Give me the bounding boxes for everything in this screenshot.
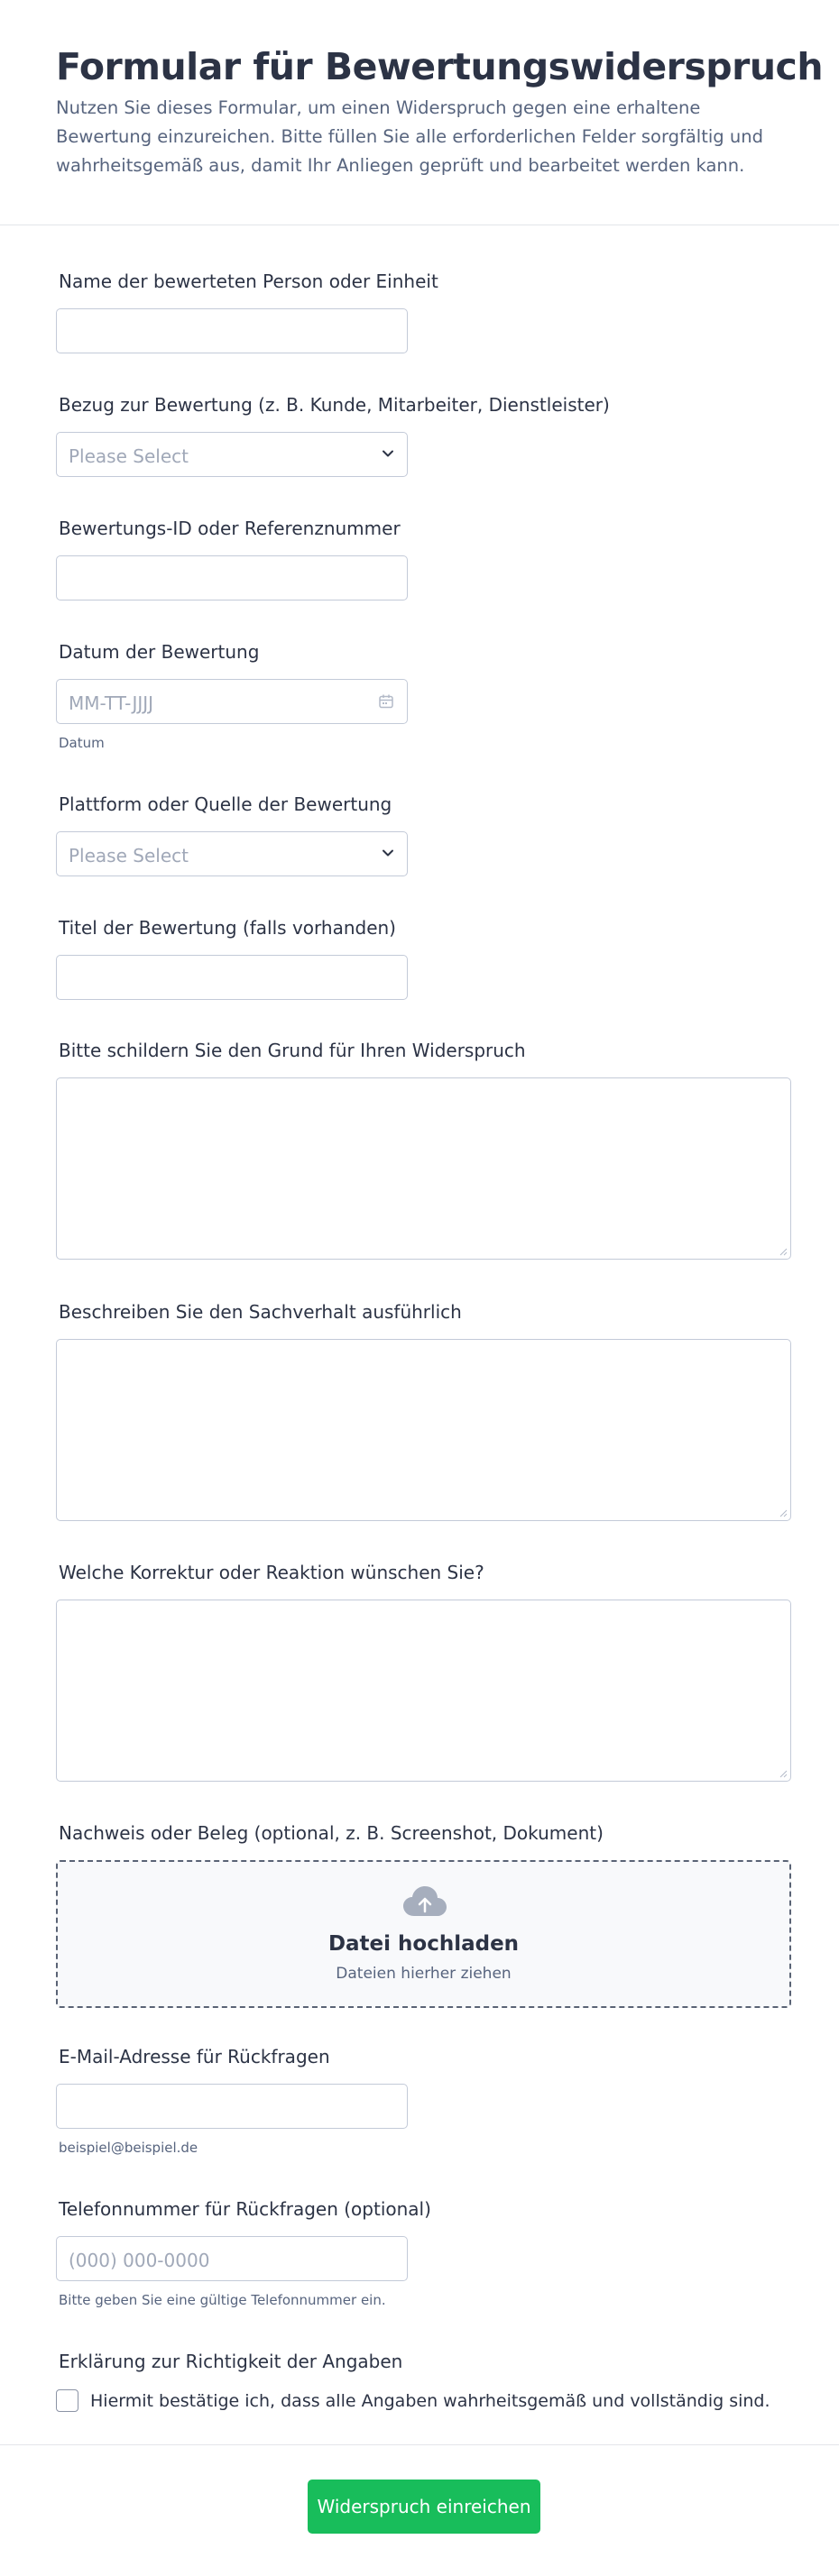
form-description: Nutzen Sie dieses Formular, um einen Widerspruch gegen eine erhaltene Bewertung einzureichen. Bitte füllen Sie alle erforderlichen Felder sorgfältig und wahrheitsgemäß aus, damit Ihr Anliegen geprüft und bearbeitet werden kann. (56, 97, 763, 176)
declaration-checkbox[interactable] (56, 2389, 78, 2412)
field-label: E-Mail-Adresse für Rückfragen (59, 2046, 330, 2067)
phone-input[interactable] (56, 2236, 408, 2281)
email-sublabel: beispiel@beispiel.de (59, 2140, 198, 2156)
field-facts (56, 1301, 796, 1323)
field-label: Plattform oder Quelle der Bewertung (59, 793, 392, 815)
form-title: Formular für Bewertungswiderspruch (56, 45, 824, 88)
email-input[interactable] (56, 2084, 408, 2129)
resize-grip-icon[interactable] (779, 1769, 788, 1778)
field-date (56, 641, 796, 751)
field-relation (56, 394, 796, 467)
field-review-id (56, 518, 796, 539)
cloud-upload-icon (401, 1884, 448, 1920)
field-label: Welche Korrektur oder Reaktion wünschen Sie? (59, 1562, 484, 1583)
upload-title: Datei hochladen (327, 1932, 520, 1956)
reason-textarea[interactable] (56, 1077, 791, 1260)
phone-sublabel: Bitte geben Sie eine gültige Telefonnummer ein. (59, 2292, 386, 2308)
field-platform (56, 793, 796, 866)
footer-divider (0, 2444, 839, 2445)
resize-grip-icon[interactable] (779, 1247, 788, 1256)
declaration-checkbox-label[interactable]: Hiermit bestätige ich, dass alle Angaben wahrheitsgemäß und vollständig sind. (90, 2391, 770, 2411)
phone-placeholder: (000) 000-0000 (69, 2250, 210, 2271)
field-label: Telefonnummer für Rückfragen (optional) (59, 2198, 431, 2220)
field-evidence (56, 1822, 796, 1983)
review-id-input[interactable] (56, 555, 408, 600)
calendar-icon[interactable] (377, 692, 395, 710)
field-label: Bezug zur Bewertung (z. B. Kunde, Mitarbeiter, Dienstleister) (59, 394, 610, 416)
field-label: Name der bewerteten Person oder Einheit (59, 270, 438, 292)
field-phone (56, 2198, 796, 2308)
field-label: Beschreiben Sie den Sachverhalt ausführlich (59, 1301, 462, 1323)
select-placeholder: Please Select (69, 845, 189, 866)
field-label: Bitte schildern Sie den Grund für Ihren Widerspruch (59, 1040, 526, 1061)
file-upload-dropzone[interactable] (56, 1860, 791, 2008)
form-header (0, 0, 839, 225)
field-correction (56, 1562, 796, 1583)
date-placeholder: MM-TT-JJJJ (69, 692, 154, 714)
field-name (56, 270, 796, 292)
date-sublabel: Datum (59, 735, 105, 751)
select-placeholder: Please Select (69, 445, 189, 467)
field-label: Erklärung zur Richtigkeit der Angaben (59, 2351, 403, 2372)
upload-subtitle: Dateien hierher ziehen (336, 1965, 512, 1983)
field-review-title (56, 917, 796, 939)
field-declaration (56, 2351, 796, 2411)
facts-textarea[interactable] (56, 1339, 791, 1521)
field-label: Nachweis oder Beleg (optional, z. B. Screenshot, Dokument) (59, 1822, 604, 1844)
submit-button[interactable]: Widerspruch einreichen (308, 2480, 540, 2534)
name-input[interactable] (56, 308, 408, 353)
field-label: Datum der Bewertung (59, 641, 260, 663)
resize-grip-icon[interactable] (779, 1508, 788, 1517)
chevron-down-icon (382, 447, 394, 460)
chevron-down-icon (382, 847, 394, 859)
field-reason (56, 1040, 796, 1061)
review-title-input[interactable] (56, 955, 408, 1000)
correction-textarea[interactable] (56, 1600, 791, 1782)
date-input[interactable] (56, 679, 408, 724)
relation-select[interactable] (56, 432, 408, 477)
field-email (56, 2046, 796, 2156)
platform-select[interactable] (56, 831, 408, 876)
field-label: Titel der Bewertung (falls vorhanden) (59, 917, 396, 939)
field-label: Bewertungs-ID oder Referenznummer (59, 518, 401, 539)
